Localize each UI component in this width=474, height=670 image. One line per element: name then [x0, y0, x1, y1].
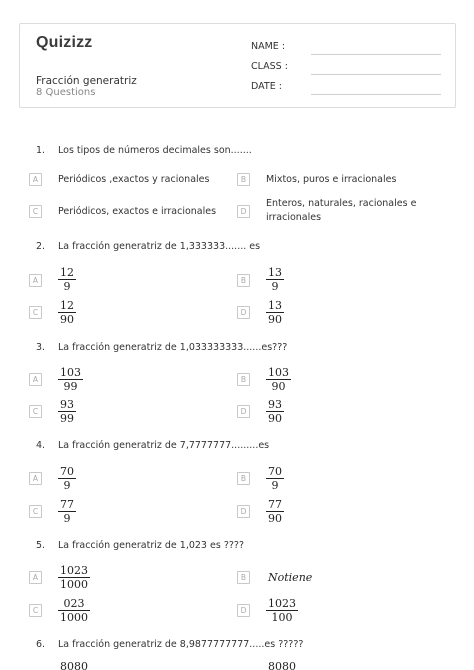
- option-4a-fraction: [58, 465, 76, 492]
- option-1d-text: Enteros, naturales, racionales e irracionales: [266, 198, 417, 223]
- option-3b-box[interactable]: B: [237, 373, 250, 386]
- option-2a-box[interactable]: A: [29, 274, 42, 287]
- option-4c-box[interactable]: C: [29, 505, 42, 518]
- worksheet-title: Fracción generatriz: [36, 75, 137, 87]
- fraction-denominator: 90: [268, 512, 282, 525]
- option-4c-fraction: [58, 498, 76, 525]
- fraction-numerator: 103: [60, 366, 81, 379]
- question-6-number: 6.: [36, 639, 46, 650]
- question-5-number: 5.: [36, 540, 46, 551]
- question-1-text: Los tipos de números decimales son.......: [58, 145, 252, 156]
- question-4-text: La fracción generatriz de 7,7777777.........es: [58, 440, 270, 451]
- option-3c-fraction: [58, 398, 76, 425]
- fraction-denominator: 9: [63, 512, 71, 525]
- option-3a-box[interactable]: A: [29, 373, 42, 386]
- fraction-numerator: 70: [268, 465, 282, 478]
- fraction-denominator: 99: [60, 412, 74, 425]
- option-1c-box[interactable]: C: [29, 205, 42, 218]
- option-3c-box[interactable]: C: [29, 405, 42, 418]
- question-4-number: 4.: [36, 440, 46, 451]
- question-1-number: 1.: [36, 145, 46, 156]
- option-4b-box[interactable]: B: [237, 472, 250, 485]
- option-6b-fraction: [266, 660, 298, 670]
- option-5b-text: Notiene: [268, 571, 313, 584]
- option-1a-box[interactable]: A: [29, 173, 42, 186]
- option-2b-box[interactable]: B: [237, 274, 250, 287]
- worksheet-header: [19, 23, 456, 108]
- fraction-denominator: 90: [271, 380, 286, 393]
- option-5c-fraction: [58, 597, 90, 624]
- name-label: NAME :: [251, 41, 286, 52]
- fraction-denominator: 1000: [60, 578, 88, 591]
- option-3d-box[interactable]: D: [237, 405, 250, 418]
- fraction-denominator: 100: [271, 611, 293, 624]
- question-2-text: La fracción generatriz de 1,333333....... es: [58, 241, 261, 252]
- option-5d-box[interactable]: D: [237, 604, 250, 617]
- date-field[interactable]: [251, 81, 441, 95]
- question-3-text: La fracción generatriz de 1,033333333......es???: [58, 342, 288, 353]
- fraction-numerator: 13: [268, 266, 282, 279]
- option-3b-fraction: [266, 366, 291, 393]
- option-4a-box[interactable]: A: [29, 472, 42, 485]
- fraction-numerator: 8080: [60, 660, 88, 670]
- option-2b-fraction: [266, 266, 284, 293]
- fraction-numerator: 12: [60, 266, 74, 279]
- option-2d-fraction: [266, 299, 284, 326]
- fraction-numerator: 12: [60, 299, 74, 312]
- option-2d-box[interactable]: D: [237, 306, 250, 319]
- option-3a-fraction: [58, 366, 83, 393]
- fraction-numerator: 77: [268, 498, 282, 511]
- quizizz-logo: Quizizz: [36, 34, 93, 51]
- option-4d-box[interactable]: D: [237, 505, 250, 518]
- fraction-denominator: 90: [60, 313, 74, 326]
- question-3-number: 3.: [36, 342, 46, 353]
- option-5b-box[interactable]: B: [237, 571, 250, 584]
- date-label: DATE :: [251, 81, 282, 92]
- option-1b-box[interactable]: B: [237, 173, 250, 186]
- fraction-denominator: 9: [63, 479, 71, 492]
- fraction-numerator: 77: [60, 498, 74, 511]
- fraction-numerator: 1023: [60, 564, 88, 577]
- fraction-numerator: 93: [268, 398, 282, 411]
- option-1c-text: Periódicos, exactos e irracionales: [58, 206, 217, 217]
- class-label: CLASS :: [251, 61, 288, 72]
- option-4d-fraction: [266, 498, 284, 525]
- fraction-denominator: 9: [271, 280, 279, 293]
- question-2-number: 2.: [36, 241, 46, 252]
- fraction-numerator: 70: [60, 465, 74, 478]
- fraction-denominator: 1000: [60, 611, 88, 624]
- option-2a-fraction: [58, 266, 76, 293]
- option-5d-fraction: [266, 597, 298, 624]
- option-2c-box[interactable]: C: [29, 306, 42, 319]
- option-5c-box[interactable]: C: [29, 604, 42, 617]
- fraction-numerator: 103: [268, 366, 289, 379]
- fraction-numerator: 93: [60, 398, 74, 411]
- fraction-denominator: 99: [63, 380, 78, 393]
- class-field[interactable]: [251, 61, 441, 75]
- option-1a-text: Periódicos ,exactos y racionales: [58, 174, 210, 185]
- option-4b-fraction: [266, 465, 284, 492]
- fraction-denominator: 90: [268, 412, 282, 425]
- option-5a-box[interactable]: A: [29, 571, 42, 584]
- fraction-numerator: 023: [63, 597, 85, 610]
- fraction-numerator: 8080: [268, 660, 296, 670]
- name-field[interactable]: [251, 41, 441, 55]
- fraction-numerator: 13: [268, 299, 282, 312]
- option-1b-text: Mixtos, puros e irracionales: [266, 174, 397, 185]
- question-6-text: La fracción generatriz de 8,9877777777.....es ?????: [58, 639, 304, 650]
- fraction-denominator: 9: [271, 479, 279, 492]
- option-1d-box[interactable]: D: [237, 205, 250, 218]
- option-2c-fraction: [58, 299, 76, 326]
- fraction-numerator: 1023: [268, 597, 296, 610]
- option-3d-fraction: [266, 398, 284, 425]
- option-5a-fraction: [58, 564, 90, 591]
- question-5-text: La fracción generatriz de 1,023 es ????: [58, 540, 244, 551]
- fraction-denominator: 9: [63, 280, 71, 293]
- option-6a-fraction: [58, 660, 90, 670]
- question-count: 8 Questions: [36, 87, 96, 98]
- fraction-denominator: 90: [268, 313, 282, 326]
